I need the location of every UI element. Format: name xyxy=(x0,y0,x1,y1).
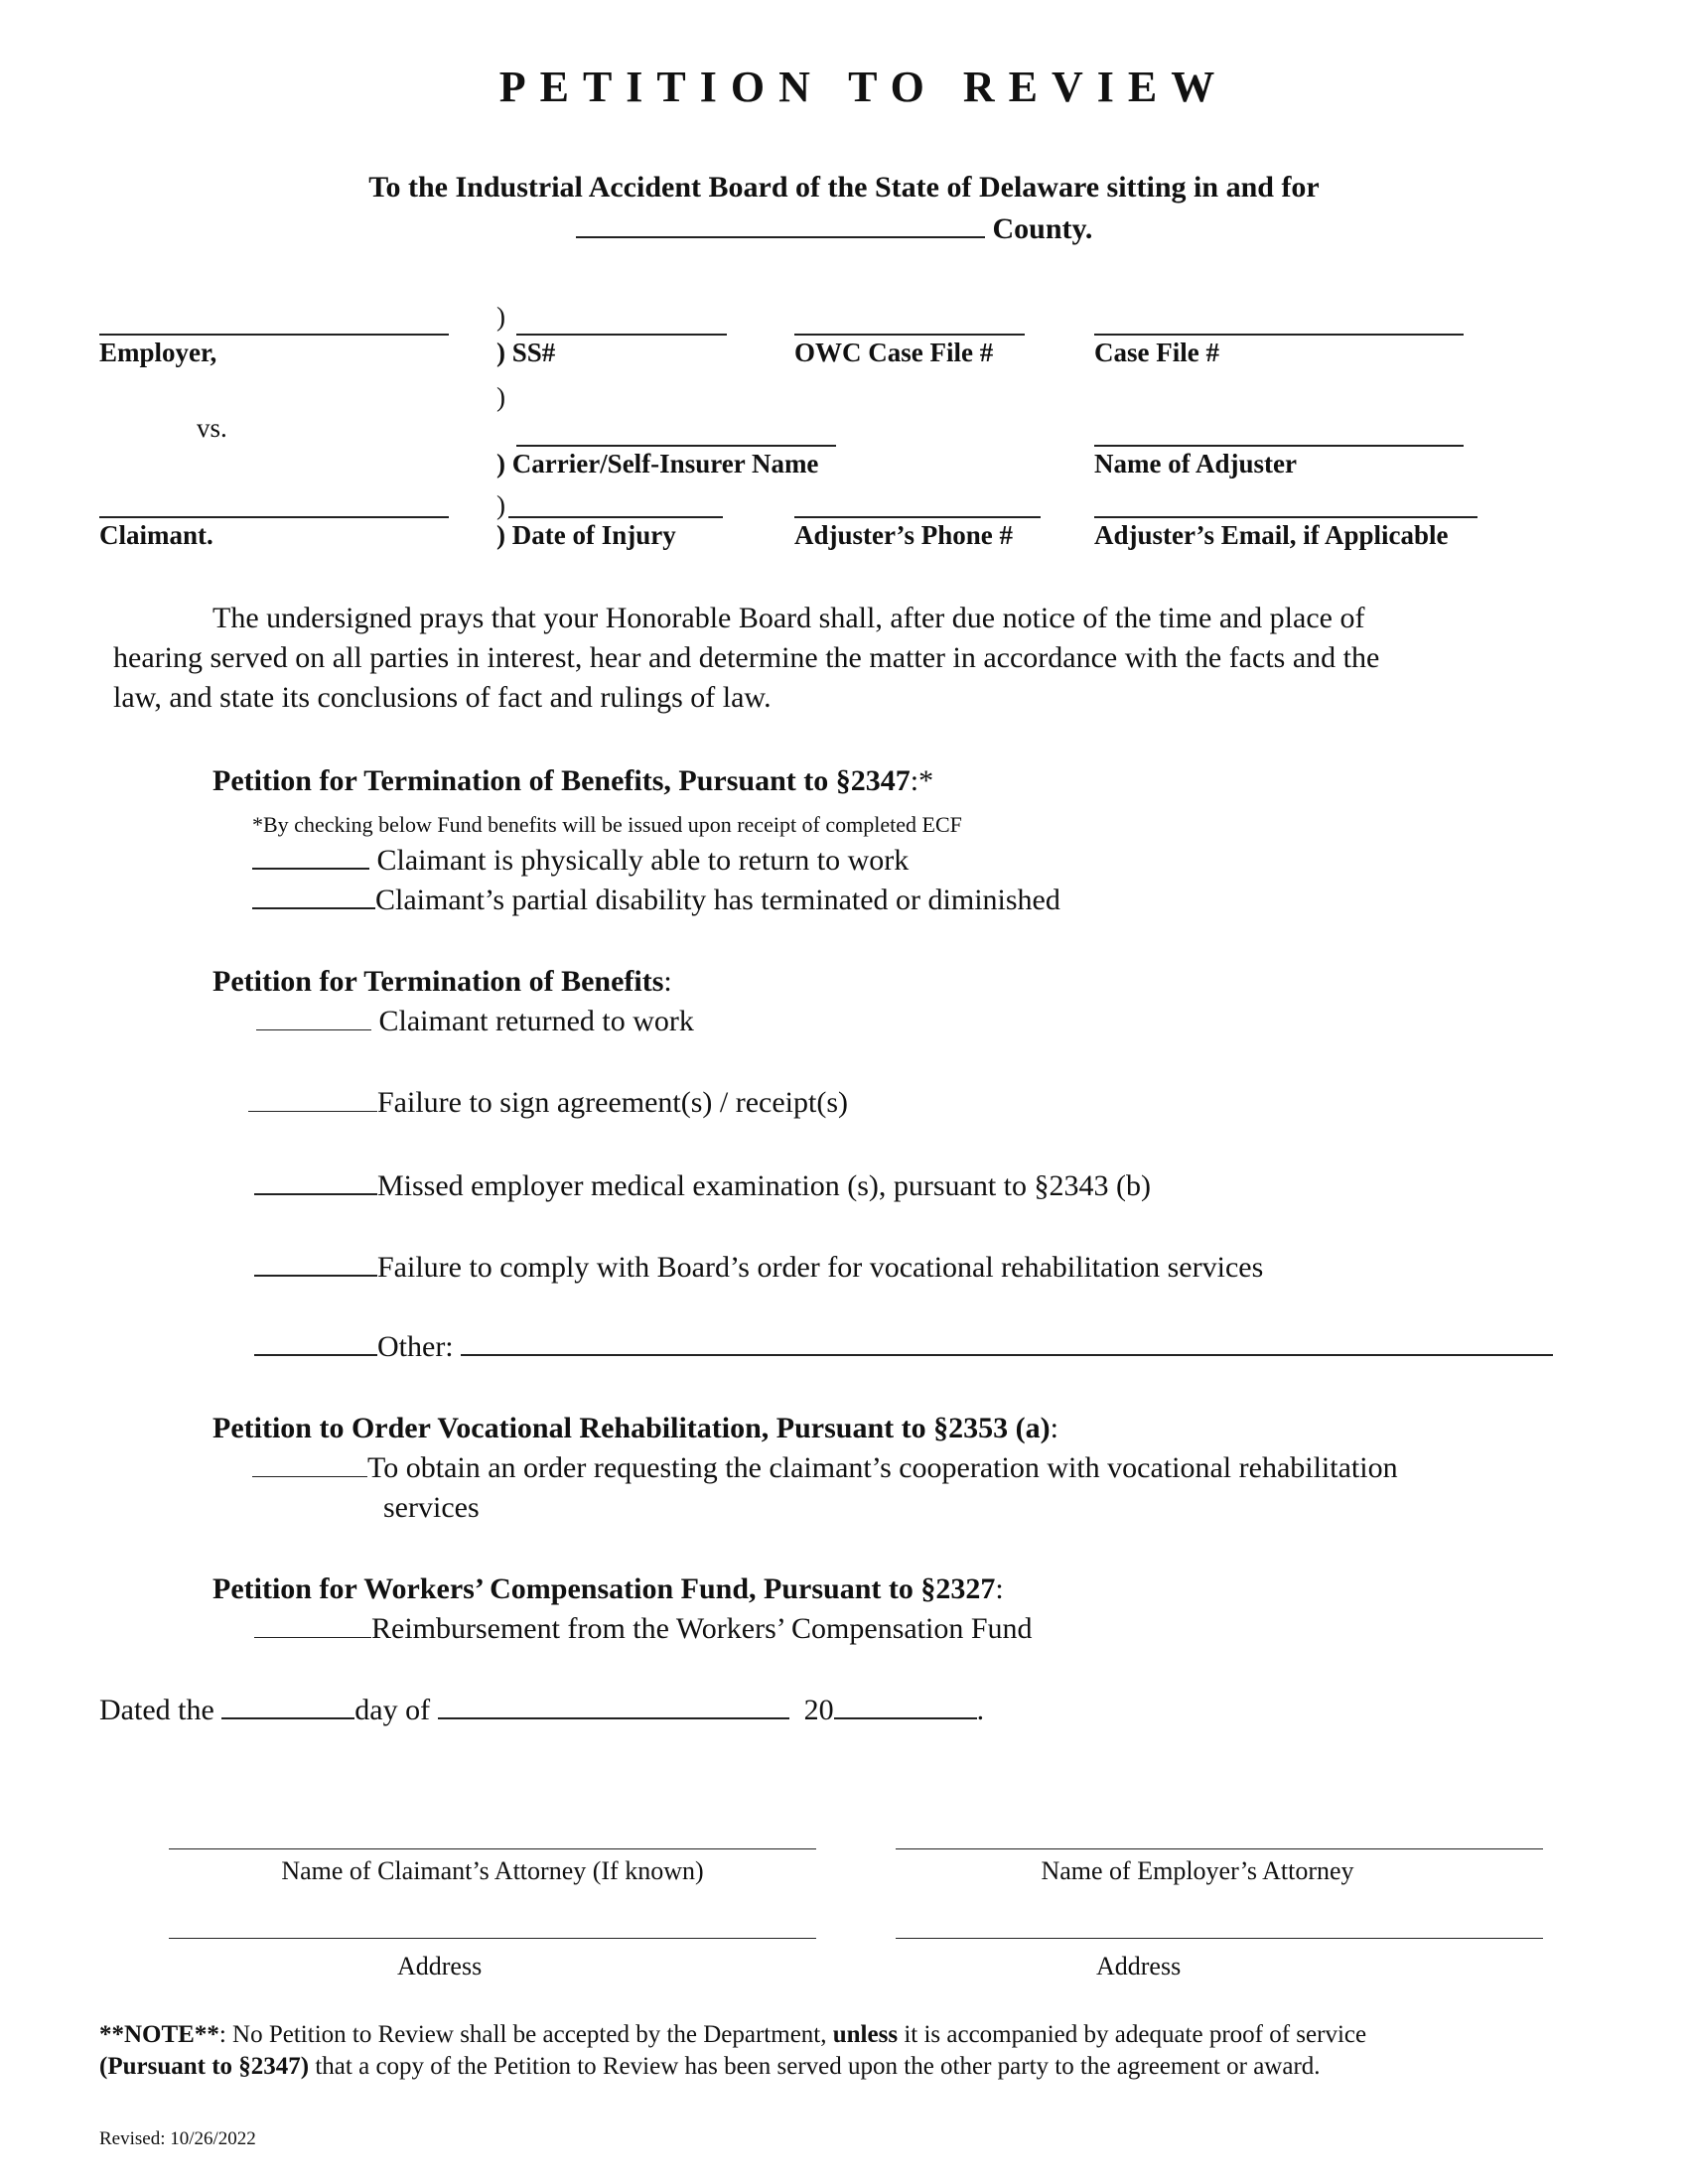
adjuster-email-label: Adjuster’s Email, if Applicable xyxy=(1094,520,1449,550)
ss-label: SS# xyxy=(511,338,556,367)
paren: ) xyxy=(496,382,505,412)
checkbox-line[interactable] xyxy=(252,868,369,870)
paren: ) xyxy=(496,449,505,478)
vs-label: vs. xyxy=(197,413,227,443)
intro-line: The undersigned prays that your Honorable Board shall, after due notice of the time and place of xyxy=(212,602,1365,634)
adjuster-phone-label: Adjuster’s Phone # xyxy=(794,520,1013,550)
paren: ) xyxy=(496,338,505,367)
intro-line: law, and state its conclusions of fact and rulings of law. xyxy=(113,681,772,714)
option-row: Reimbursement from the Workers’ Compensation Fund xyxy=(254,1612,1033,1646)
county-row xyxy=(576,212,1092,246)
section-heading-fund: Petition for Workers’ Compensation Fund, Pursuant to §2327: xyxy=(212,1572,1004,1605)
year-input[interactable] xyxy=(834,1717,977,1719)
date-of-injury-input[interactable] xyxy=(508,516,723,518)
checkbox-line[interactable] xyxy=(248,1111,377,1112)
paren: ) xyxy=(496,302,505,332)
case-file-input[interactable] xyxy=(1094,334,1464,336)
date-of-injury-label: Date of Injury xyxy=(511,520,676,550)
option-row: Missed employer medical examination (s), pursuant to §2343 (b) xyxy=(254,1169,1151,1203)
checkbox-line[interactable] xyxy=(254,1275,377,1277)
county-label: County. xyxy=(992,212,1093,245)
employer-input[interactable] xyxy=(99,334,449,336)
checkbox-line[interactable] xyxy=(254,1637,371,1638)
adjuster-name-label: Name of Adjuster xyxy=(1094,449,1297,478)
section-heading-vocational: Petition to Order Vocational Rehabilitation, Pursuant to §2353 (a): xyxy=(212,1412,1058,1444)
case-file-label: Case File # xyxy=(1094,338,1219,367)
option-row: Failure to comply with Board’s order for vocational rehabilitation services xyxy=(254,1251,1263,1285)
address-label-left: Address xyxy=(397,1952,483,1980)
adjuster-phone-input[interactable] xyxy=(794,516,1041,518)
option-row: Other: xyxy=(254,1330,1553,1364)
option-continuation: services xyxy=(383,1491,480,1524)
paren: ) xyxy=(496,520,505,550)
claimant-attorney-input[interactable] xyxy=(169,1848,816,1849)
note-line-2: (Pursuant to §2347) that a copy of the Petition to Review has been served upon the other party to the agreement or award. xyxy=(99,2053,1321,2080)
owc-case-file-label: OWC Case File # xyxy=(794,338,994,367)
header-line: To the Industrial Accident Board of the State of Delaware sitting in and for xyxy=(368,171,1320,204)
address-label-right: Address xyxy=(1096,1952,1182,1980)
option-row: Claimant is physically able to return to work xyxy=(252,844,909,878)
checkbox-line[interactable] xyxy=(252,1476,367,1477)
carrier-label: Carrier/Self-Insurer Name xyxy=(511,449,819,478)
month-input[interactable] xyxy=(438,1717,789,1719)
employer-attorney-input[interactable] xyxy=(896,1848,1543,1849)
adjuster-name-input[interactable] xyxy=(1094,445,1464,447)
carrier-input[interactable] xyxy=(516,445,836,447)
checkbox-line[interactable] xyxy=(254,1354,377,1356)
claimant-attorney-label: Name of Claimant’s Attorney (If known) xyxy=(281,1856,704,1885)
checkbox-line[interactable] xyxy=(252,907,375,909)
page-title: PETITION TO REVIEW xyxy=(498,63,1229,111)
section-heading-2347: Petition for Termination of Benefits, Pursuant to §2347:* xyxy=(212,764,934,797)
other-input[interactable] xyxy=(461,1354,1553,1356)
claimant-input[interactable] xyxy=(99,516,449,518)
checkbox-line[interactable] xyxy=(254,1193,377,1195)
note-line-1: **NOTE**: No Petition to Review shall be accepted by the Department, unless it is accompanied by adequate proof of service xyxy=(99,2021,1367,2048)
option-row: To obtain an order requesting the claimant’s cooperation with vocational rehabilitation xyxy=(252,1451,1398,1485)
option-row: Failure to sign agreement(s) / receipt(s) xyxy=(248,1086,848,1120)
paren: ) xyxy=(496,490,505,520)
dated-row: Dated the day of 20 . xyxy=(99,1694,985,1726)
employer-address-input[interactable] xyxy=(896,1938,1543,1939)
section-note: *By checking below Fund benefits will be issued upon receipt of completed ECF xyxy=(252,812,962,837)
ss-input[interactable] xyxy=(516,334,727,336)
claimant-label: Claimant. xyxy=(99,520,213,550)
option-row: Claimant’s partial disability has terminated or diminished xyxy=(252,884,1060,917)
day-input[interactable] xyxy=(221,1717,354,1719)
checkbox-line[interactable] xyxy=(256,1029,371,1030)
revised-date: Revised: 10/26/2022 xyxy=(99,2128,256,2149)
option-row: Claimant returned to work xyxy=(256,1005,694,1038)
claimant-address-input[interactable] xyxy=(169,1938,816,1939)
owc-case-file-input[interactable] xyxy=(794,334,1025,336)
section-heading-termination: Petition for Termination of Benefits: xyxy=(212,965,672,998)
employer-attorney-label: Name of Employer’s Attorney xyxy=(1041,1856,1354,1885)
intro-line: hearing served on all parties in interest, hear and determine the matter in accordance with the facts and the xyxy=(113,641,1380,674)
employer-label: Employer, xyxy=(99,338,217,367)
adjuster-email-input[interactable] xyxy=(1094,516,1477,518)
county-input[interactable] xyxy=(576,236,985,238)
